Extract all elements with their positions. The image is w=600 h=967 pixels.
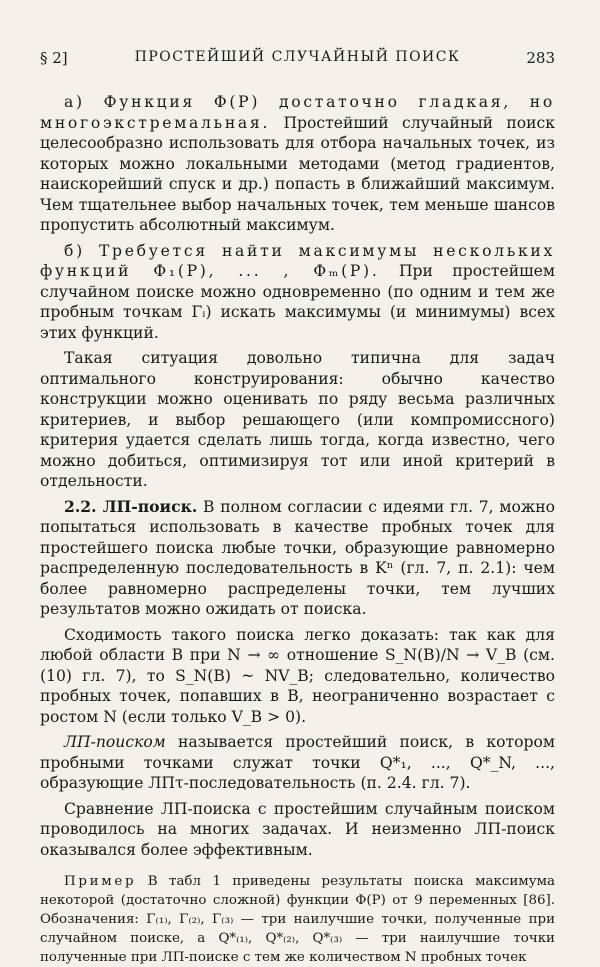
paragraph-convergence: Сходимость такого поиска легко доказать: так как для любой области B при N → ∞ отношение S_N(B)/N → V_B (см. (10) гл. 7), то S_N(B) ~ NV_B; следовательно, количество пробных точек, попавших в B, неограниченно возрастает с ростом N (если только V_B > 0). [40,625,555,726]
paragraph-lp-search [40,497,555,620]
lp-search-text: В полном согласии с идеями гл. 7, можно попытаться использовать в качестве пробных точек для простейшего поиска любые точки, образующие равномерно распределенную последовательность в Kⁿ (гл. 7, п. 2.1): чем более равномерно распределены точки, тем лучших результатов можно ожидать от поиска. [40,497,555,618]
paragraph-comparison: Сравнение ЛП-поиска с простейшим случайным поиском проводилось на многих задачах. И неизменно ЛП-поиск оказывался более эффективным. [40,799,555,859]
defined-term: ЛП-поиском [64,733,166,751]
case-b-lead: б) Требуется найти максимумы нескольких функций Φ₁(P), ... , Φₘ(P). [40,241,555,280]
subsection-heading: 2.2. ЛП-поиск. [64,496,198,516]
running-title: ПРОСТЕЙШИЙ СЛУЧАЙНЫЙ ПОИСК [134,49,461,65]
page-body [40,92,555,967]
paragraph-case-b [40,241,555,344]
paragraph-definition [40,732,555,794]
paragraph-example [40,872,555,967]
example-lead: Пример [64,874,137,889]
paragraph-situation: Такая ситуация довольно типична для задач оптимального конструирования: обычно качество конструкции можно оценивать по ряду весьма различных критериев, и выбор решающего (или компромиссного) критерия удается сделать лишь тогда, когда известно, чего можно добиться, оптимизируя тот или иной критерий в отдельности. [40,349,555,490]
example-text: В табл 1 приведены результаты поиска максимума некоторой (достаточно сложной) функции Φ(P) от 9 переменных [86]. Обозначения: Γ₍₁₎, Γ₍₂₎, Γ₍₃₎ — три наилучшие точки, полученные при случайном поиске, а Q*₍₁₎, Q*₍₂₎, Q*₍₃₎ — три наилучшие точки полученные при ЛП-поиске с тем же количеством N пробных точек [40,874,555,965]
case-a-text: Простейший случайный поиск целесообразно использовать для отбора начальных точек, из которых можно локальными методами (метод градиентов, наискорейший спуск и др.) попасть в ближайший максимум. Чем тщательнее выбор начальных точек, тем меньше шансов пропустить абсолютный максимум. [40,113,555,234]
case-b-text: При простейшем случайном поиске можно одновременно (по одним и тем же пробным точкам Γᵢ) искать максимумы (и минимумы) всех этих функций. [40,262,555,342]
running-header [40,49,555,71]
section-marker: § 2] [40,49,68,67]
page-number: 283 [526,49,555,67]
paragraph-case-a [40,92,555,236]
definition-text: называется простейший поиск, в котором пробными точками служат точки Q*₁, ..., Q*_N, ..., образующие ЛПτ-последовательность (п. 2.4. гл. 7). [40,733,555,792]
example-block [40,872,555,967]
case-a-lead: а) Функция Φ(P) достаточно гладкая, но многоэкстремальная. [40,93,555,132]
